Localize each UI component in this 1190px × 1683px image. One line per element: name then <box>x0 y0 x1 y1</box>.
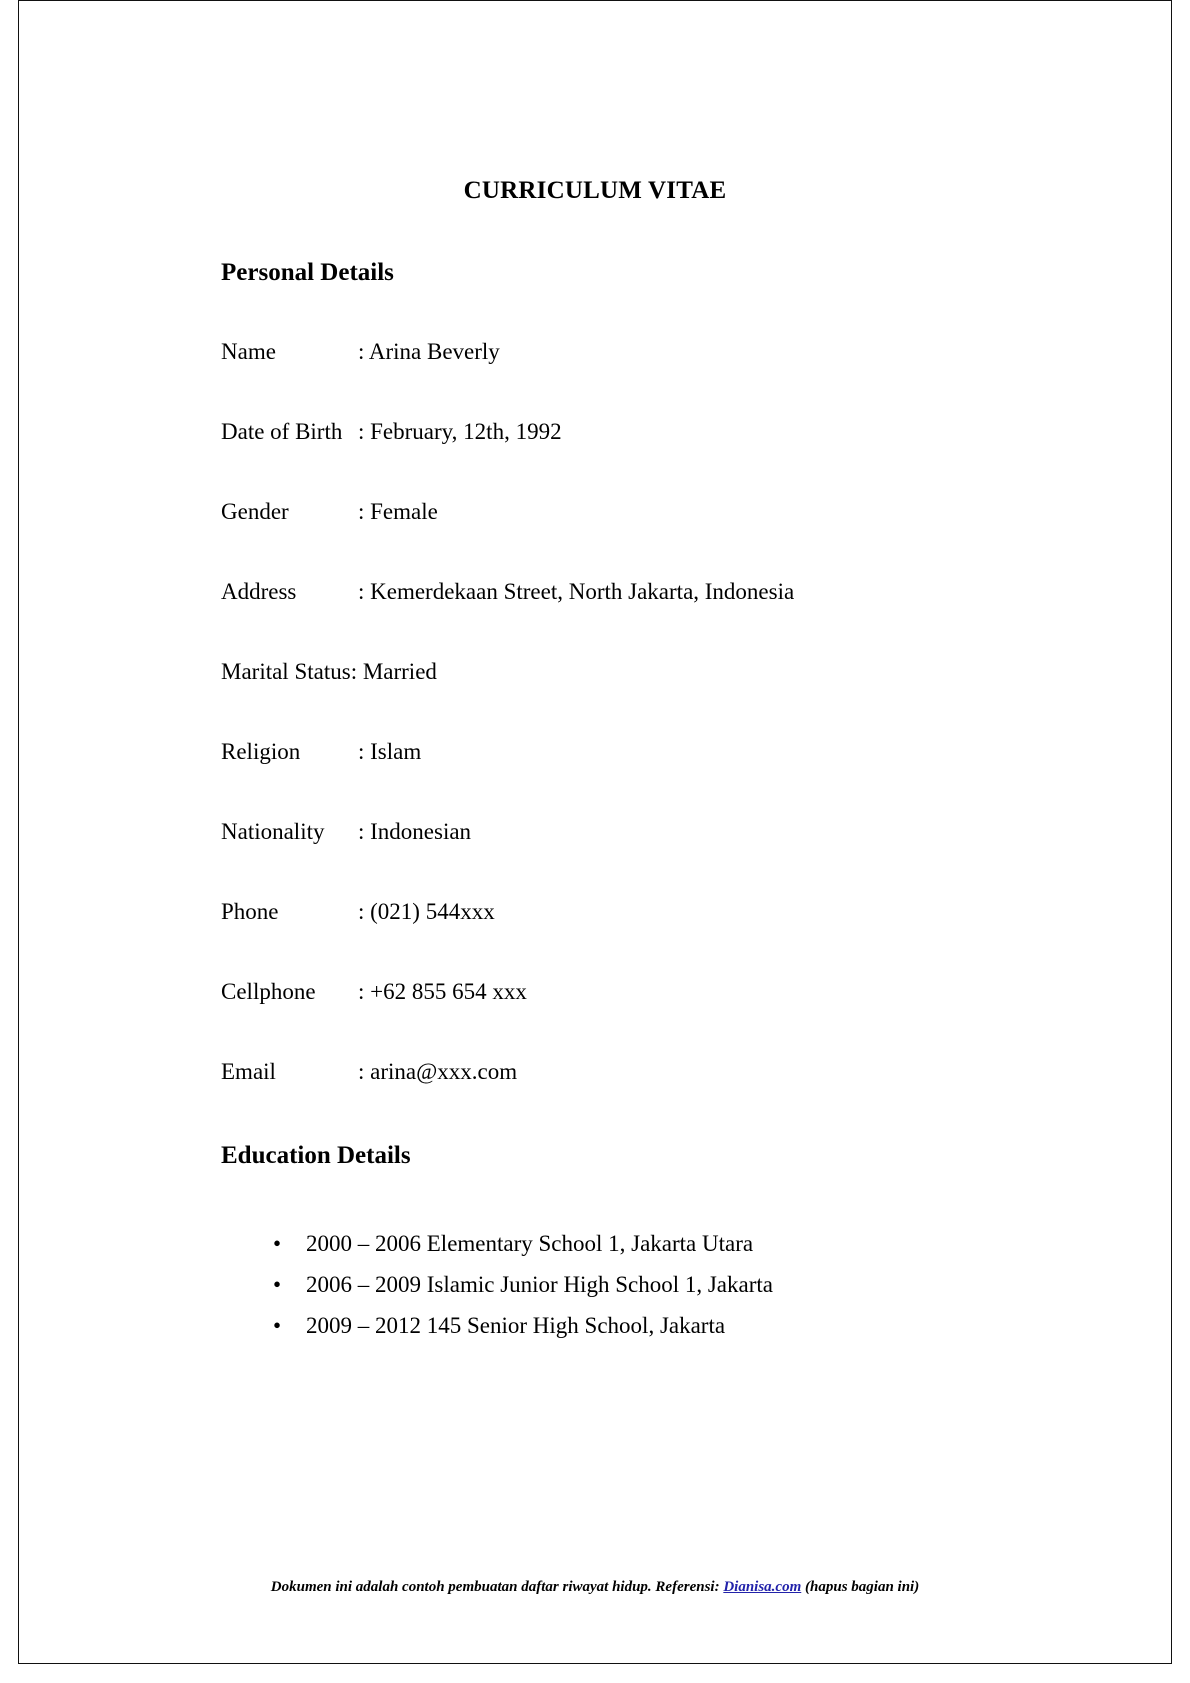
detail-value: : +62 855 654 xxx <box>358 979 527 1004</box>
detail-row-address <box>221 579 1121 659</box>
detail-value: : (021) 544xxx <box>358 899 495 924</box>
detail-row-gender <box>221 499 1121 579</box>
footer-note-text-after: (hapus bagian ini) <box>801 1579 920 1595</box>
detail-row-cellphone <box>221 979 1121 1059</box>
detail-value: : Islam <box>358 739 422 764</box>
detail-label: Phone <box>221 899 279 924</box>
reference-link[interactable]: Dianisa.com <box>723 1579 802 1595</box>
bullet-icon: • <box>273 1272 282 1297</box>
detail-row-email <box>221 1059 1121 1139</box>
detail-value: : Indonesian <box>358 819 472 844</box>
detail-row-religion <box>221 739 1121 819</box>
page-title: CURRICULUM VITAE <box>463 177 727 204</box>
detail-label: Name <box>221 339 276 364</box>
detail-value: : Kemerdekaan Street, North Jakarta, Indonesia <box>358 579 795 604</box>
detail-row-phone <box>221 899 1121 979</box>
detail-value: : arina@xxx.com <box>358 1059 518 1084</box>
education-list <box>254 1223 1134 1346</box>
page-content <box>19 1 1171 1663</box>
detail-row-marital-status <box>221 659 1121 739</box>
list-item-label: 2009 – 2012 145 Senior High School, Jakarta <box>306 1313 726 1338</box>
list-item <box>254 1305 1134 1346</box>
list-item-label: 2006 – 2009 Islamic Junior High School 1, Jakarta <box>306 1272 773 1297</box>
footer-note-text-before: Dokumen ini adalah contoh pembuatan daftar riwayat hidup. Referensi: <box>270 1579 724 1595</box>
list-item <box>254 1223 1134 1264</box>
footer-note <box>19 1579 1171 1596</box>
detail-row-name <box>221 339 1121 419</box>
detail-label: Gender <box>221 499 289 524</box>
detail-label: Religion <box>221 739 301 764</box>
detail-value: : Arina Beverly <box>358 339 500 364</box>
detail-label: Marital Status <box>221 659 351 684</box>
detail-row-date-of-birth <box>221 419 1121 499</box>
detail-label: Date of Birth <box>221 419 343 444</box>
detail-label: Address <box>221 579 297 604</box>
list-item <box>254 1264 1134 1305</box>
document-page <box>18 0 1172 1664</box>
detail-label: Cellphone <box>221 979 316 1004</box>
section-heading-personal-details: Personal Details <box>221 259 394 286</box>
bullet-icon: • <box>273 1313 282 1338</box>
detail-label: Email <box>221 1059 276 1084</box>
personal-details-list <box>221 339 1121 1139</box>
detail-value: : Married <box>350 659 437 684</box>
detail-value: : February, 12th, 1992 <box>358 419 562 444</box>
detail-value: : Female <box>358 499 438 524</box>
bullet-icon: • <box>273 1231 282 1256</box>
list-item-label: 2000 – 2006 Elementary School 1, Jakarta Utara <box>306 1231 754 1256</box>
detail-row-nationality <box>221 819 1121 899</box>
section-heading-education-details: Education Details <box>221 1142 411 1169</box>
detail-label: Nationality <box>221 819 325 844</box>
